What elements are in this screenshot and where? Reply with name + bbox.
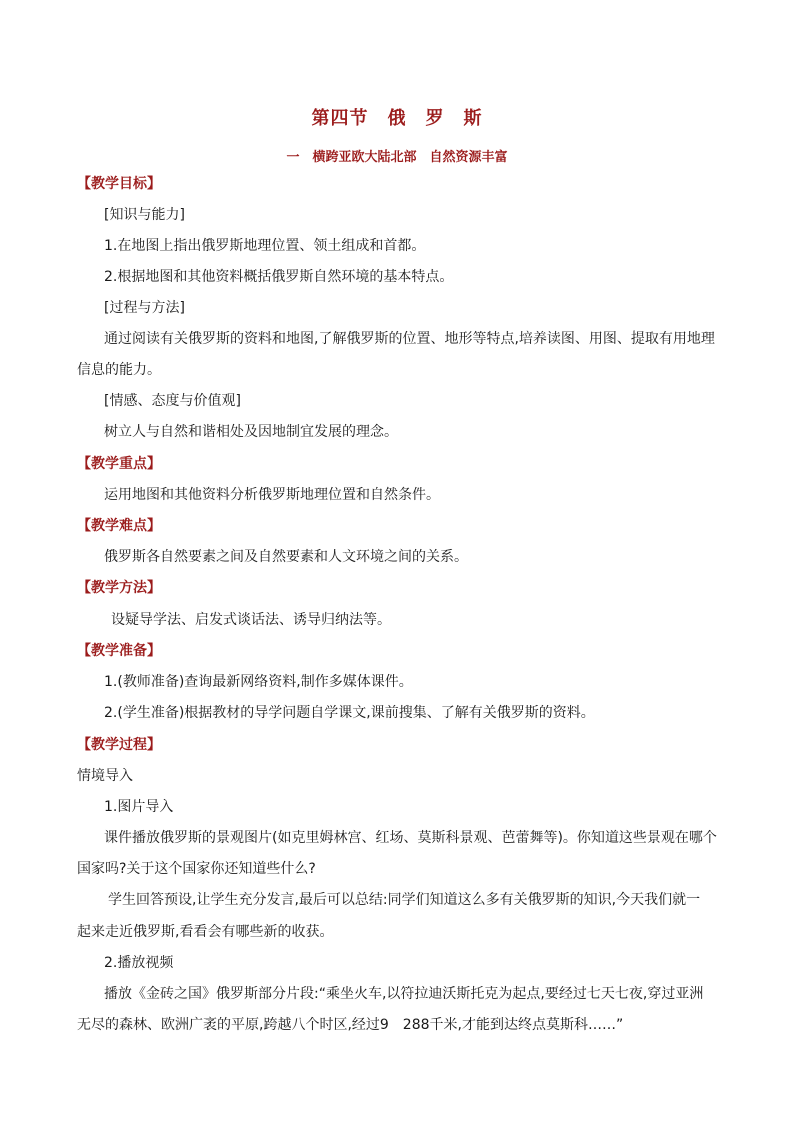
process-step-1-line-4: 起来走近俄罗斯,看看会有哪些新的收获。 bbox=[77, 924, 334, 940]
preparation-item-1: 1.(教师准备)查询最新网络资料,制作多媒体课件。 bbox=[104, 674, 413, 690]
heading-key-points: 【教学重点】 bbox=[77, 456, 161, 472]
label-process-method: [过程与方法] bbox=[104, 300, 185, 316]
preparation-item-2: 2.(学生准备)根据教材的导学问题自学课文,课前搜集、了解有关俄罗斯的资料。 bbox=[104, 705, 595, 721]
goal-emotion-1: 树立人与自然和谐相处及因地制宜发展的理念。 bbox=[104, 424, 398, 440]
difficulties-text: 俄罗斯各自然要素之间及自然要素和人文环境之间的关系。 bbox=[104, 549, 468, 565]
process-intro: 情境导入 bbox=[77, 768, 133, 784]
process-step-1-line-3: 学生回答预设,让学生充分发言,最后可以总结:同学们知道这么多有关俄罗斯的知识,今天我们就一 bbox=[108, 892, 701, 908]
process-step-2-line-1: 播放《金砖之国》俄罗斯部分片段:“乘坐火车,以符拉迪沃斯托克为起点,要经过七天七夜,穿过亚洲 bbox=[104, 986, 704, 1002]
key-points-text: 运用地图和其他资料分析俄罗斯地理位置和自然条件。 bbox=[104, 487, 440, 503]
heading-preparation: 【教学准备】 bbox=[77, 643, 161, 659]
heading-teaching-process: 【教学过程】 bbox=[77, 737, 161, 753]
heading-difficulties: 【教学难点】 bbox=[77, 518, 161, 534]
goal-process-line-1: 通过阅读有关俄罗斯的资料和地图,了解俄罗斯的位置、地形等特点,培养读图、用图、提取有用地理 bbox=[104, 331, 715, 347]
heading-methods: 【教学方法】 bbox=[77, 580, 161, 596]
heading-teaching-goals: 【教学目标】 bbox=[77, 176, 161, 192]
goal-process-line-2: 信息的能力。 bbox=[77, 362, 161, 378]
process-step-1-title: 1.图片导入 bbox=[104, 799, 174, 815]
process-step-1-line-2: 国家吗?关于这个国家你还知道些什么? bbox=[77, 861, 316, 877]
goal-ability-2: 2.根据地图和其他资料概括俄罗斯自然环境的基本特点。 bbox=[104, 269, 454, 285]
page-title: 第四节 俄 罗 斯 bbox=[311, 108, 483, 129]
section-subtitle: 一 横跨亚欧大陆北部 自然资源丰富 bbox=[286, 150, 508, 165]
goal-ability-1: 1.在地图上指出俄罗斯地理位置、领土组成和首都。 bbox=[104, 238, 426, 254]
process-step-1-line-1: 课件播放俄罗斯的景观图片(如克里姆林宫、红场、莫斯科景观、芭蕾舞等)。你知道这些景观在哪个 bbox=[104, 830, 717, 846]
label-knowledge-ability: [知识与能力] bbox=[104, 207, 185, 223]
process-step-2-title: 2.播放视频 bbox=[104, 955, 174, 971]
methods-text: 设疑导学法、启发式谈话法、诱导归纳法等。 bbox=[111, 612, 391, 628]
label-emotion-values: [情感、态度与价值观] bbox=[104, 393, 241, 409]
process-step-2-line-2: 无尽的森林、欧洲广袤的平原,跨越八个时区,经过9 288千米,才能到达终点莫斯科……” bbox=[77, 1017, 624, 1033]
